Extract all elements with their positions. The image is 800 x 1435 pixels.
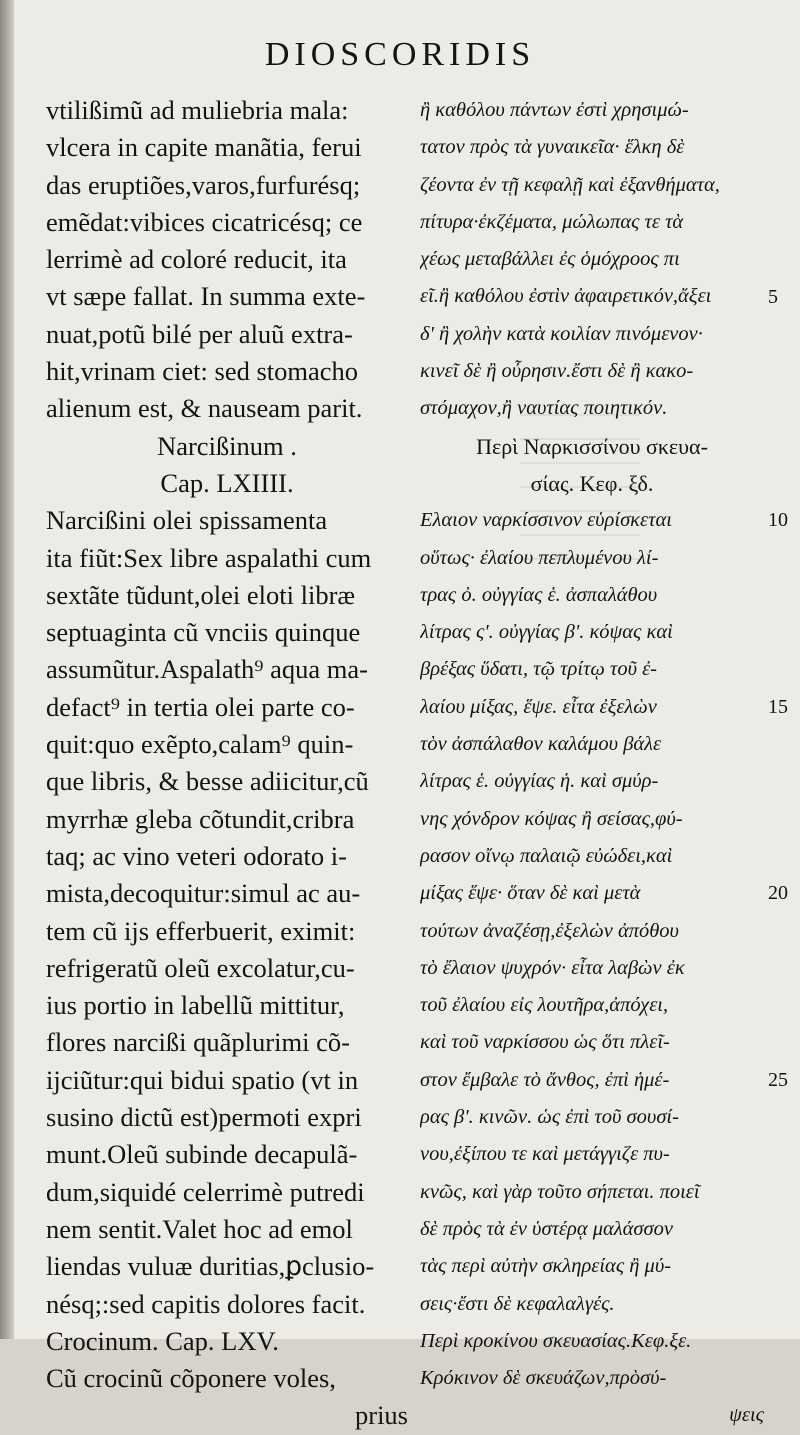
line-number: 15 bbox=[768, 695, 788, 718]
latin-text-line: emẽdat:vibices cicatricésq; ce bbox=[46, 206, 363, 237]
greek-text-line: σίας. Κεφ. ξδ. bbox=[530, 470, 654, 496]
running-header: DIOSCORIDIS bbox=[264, 36, 536, 73]
latin-text-line: Cap. LXIIII. bbox=[160, 467, 294, 498]
latin-text-line: susino dictũ est)permoti expri bbox=[46, 1102, 362, 1133]
greek-text-line: τρας ὀ. οὐγγίας ἑ. ἀσπαλάθου bbox=[420, 583, 658, 606]
latin-text-line: vtilißimũ ad muliebria mala: bbox=[46, 95, 349, 125]
greek-text-line: ρας β'. κινῶν. ὡς ἐπὶ τοῦ σουσί- bbox=[420, 1106, 679, 1129]
greek-text-line: εῖ.ἢ καθόλου ἐστὶν ἀφαιρετικόν,ἄξει bbox=[420, 285, 712, 308]
greek-text-line: στον ἔμβαλε τὸ ἄνθος, ἐπὶ ἡμέ- bbox=[420, 1068, 670, 1091]
greek-text-line: καὶ τοῦ ναρκίσσου ὡς ὅτι πλεῖ- bbox=[420, 1031, 670, 1054]
latin-text-line: prius bbox=[355, 1400, 408, 1431]
line-number: 25 bbox=[768, 1068, 788, 1091]
latin-text-line: assumũtur.Aspalath⁹ aqua ma- bbox=[46, 654, 369, 685]
latin-text-line: vlcera in capite manãtia, ferui bbox=[46, 132, 362, 163]
latin-text-line: vt sæpe fallat. In summa exte- bbox=[46, 281, 366, 312]
greek-text-line: Περὶ κροκίνου σκευασίας.Κεφ.ξε. bbox=[420, 1329, 692, 1352]
page-gutter-shadow bbox=[0, 0, 14, 1339]
latin-text-line: sextãte tũdunt,olei eloti libræ bbox=[46, 579, 356, 610]
latin-text-line: Narcißinum . bbox=[157, 430, 297, 461]
greek-text-line: δὲ πρὸς τὰ ἐν ὑστέρᾳ μαλάσσον bbox=[420, 1217, 673, 1240]
latin-column bbox=[46, 92, 408, 1435]
greek-text-line: ζέοντα ἐν τῇ κεφαλῇ καὶ ἐξανθήματα, bbox=[420, 173, 720, 196]
latin-text-line: ijciũtur:qui bidui spatio (vt in bbox=[46, 1064, 359, 1095]
latin-text-line: ius portio in labellũ mittitur, bbox=[46, 990, 345, 1021]
greek-text-line: Περὶ Ναρκισσίνου σκευα- bbox=[476, 433, 708, 459]
greek-text-line: ψεις bbox=[729, 1404, 764, 1427]
latin-text-line: taq; ac vino veteri odorato i- bbox=[46, 840, 347, 871]
greek-text-line: μίξας ἕψε· ὅταν δὲ καὶ μετὰ bbox=[420, 882, 641, 905]
greek-text-line: κινεῖ δὲ ἢ οὖρησιν.ἔστι δὲ ἢ κακο- bbox=[420, 360, 694, 383]
greek-text-line: νου,ἐξίπου τε καὶ μετάγγιζε πυ- bbox=[420, 1143, 670, 1166]
greek-text-line: στόμαχον,ἢ ναυτίας ποιητικόν. bbox=[420, 397, 668, 420]
latin-text-line: defact⁹ in tertia olei parte co- bbox=[46, 691, 355, 722]
greek-text-line: οὕτως· ἐλαίου πεπλυμένου λί- bbox=[420, 546, 659, 569]
greek-text-line: δ' ἢ χολὴν κατὰ κοιλίαν πινόμενον· bbox=[420, 322, 703, 345]
latin-text-line: septuaginta cũ vnciis quinque bbox=[46, 617, 361, 648]
latin-text-line: refrigeratũ oleũ excolatur,cu- bbox=[46, 952, 355, 983]
greek-text-line: λαίου μίξας, ἕψε. εἶτα ἐξελὼν bbox=[420, 695, 657, 718]
latin-text-line: nuat,potũ bilé per aluũ extra- bbox=[46, 318, 353, 349]
latin-text-line: quit:quo exẽpto,calam⁹ quin- bbox=[46, 729, 354, 760]
greek-text-line: λίτρας ἑ. οὐγγίας ἡ. καὶ σμύρ- bbox=[420, 770, 659, 793]
greek-text-line: τὰς περὶ αὐτὴν σκληρείας ἢ μύ- bbox=[420, 1255, 672, 1278]
latin-text-line: nésq;:sed capitis dolores facit. bbox=[46, 1288, 366, 1319]
latin-text-line: alienum est, & nauseam parit. bbox=[46, 393, 363, 424]
latin-text-line: Crocinum. Cap. LXV. bbox=[46, 1325, 279, 1356]
greek-text-line: βρέξας ὕδατι, τῷ τρίτῳ τοῦ ἐ- bbox=[420, 658, 658, 681]
greek-text-line: χέως μεταβάλλει ἐς ὁμόχροος πι bbox=[420, 248, 680, 271]
greek-column bbox=[420, 92, 764, 1435]
latin-text-line: myrrhæ gleba cõtundit,cribra bbox=[46, 803, 355, 834]
greek-text-line: ρασον οἴνῳ παλαιῷ εὐώδει,καὶ bbox=[420, 844, 673, 867]
greek-text-line: Ελαιον ναρκίσσινον εὑρίσκεται bbox=[420, 509, 672, 532]
greek-text-line: σεις·ἔστι δὲ κεφαλαλγές. bbox=[420, 1292, 615, 1315]
greek-text-line: τούτων ἀναζέσῃ,ἐξελὼν ἀπόθου bbox=[420, 919, 679, 942]
greek-text-line: πίτυρα·ἐκζέματα, μώλωπας τε τὰ bbox=[420, 210, 684, 233]
latin-text-line: liendas vuluæ duritias,ꝑclusio- bbox=[46, 1251, 375, 1282]
latin-text-line: das eruptiões,varos,furfurésq; bbox=[46, 169, 361, 200]
latin-text-line: tem cũ ijs efferbuerit, eximit: bbox=[46, 915, 356, 946]
latin-text-line: flores narcißi quãplurimi cõ- bbox=[46, 1027, 350, 1058]
greek-text-line: τατον πρὸς τὰ γυναικεῖα· ἕλκη δὲ bbox=[420, 136, 685, 159]
greek-text-line: τὸν ἀσπάλαθον καλάμου βάλε bbox=[420, 733, 662, 756]
latin-text-line: que libris, & besse adiicitur,cũ bbox=[46, 766, 369, 797]
greek-text-line: Κρόκινον δὲ σκευάζων,πρὸσύ- bbox=[420, 1367, 667, 1390]
greek-text-line: ἢ καθόλου πάντων ἐστὶ χρησιμώ- bbox=[420, 99, 689, 121]
latin-text-line: Cũ crocinũ cõponere voles, bbox=[46, 1363, 336, 1394]
greek-text-line: κνῶς, καὶ γὰρ τοῦτο σήπεται. ποιεῖ bbox=[420, 1180, 700, 1203]
latin-text-line: nem sentit.Valet hoc ad emol bbox=[46, 1213, 353, 1244]
line-number: 10 bbox=[768, 509, 788, 532]
greek-text-line: τοῦ ἐλαίου εἰς λουτῆρα,ἀπόχει, bbox=[420, 994, 669, 1017]
latin-text-line: Narcißini olei spissamenta bbox=[46, 505, 328, 536]
greek-text-line: τὸ ἔλαιον ψυχρόν· εἶτα λαβὼν ἐκ bbox=[420, 956, 685, 979]
greek-text-line: νης χόνδρον κόψας ἢ σείσας,φύ- bbox=[420, 807, 683, 830]
latin-text-line: mista,decoquitur:simul ac au- bbox=[46, 878, 361, 909]
latin-text-line: hit,vrinam ciet: sed stomacho bbox=[46, 356, 359, 387]
greek-text-line: λίτρας ς'. οὐγγίας β'. κόψας καὶ bbox=[420, 621, 673, 644]
line-number: 5 bbox=[768, 285, 778, 308]
latin-text-line: munt.Oleũ subinde decapulã- bbox=[46, 1139, 358, 1170]
latin-text-line: dum,siquidé celerrimè putredi bbox=[46, 1176, 365, 1207]
latin-text-line: lerrimè ad coloré reducit, ita bbox=[46, 244, 347, 275]
line-number: 20 bbox=[768, 882, 788, 905]
latin-text-line: ita fiũt:Sex libre aspalathi cum bbox=[46, 542, 372, 573]
